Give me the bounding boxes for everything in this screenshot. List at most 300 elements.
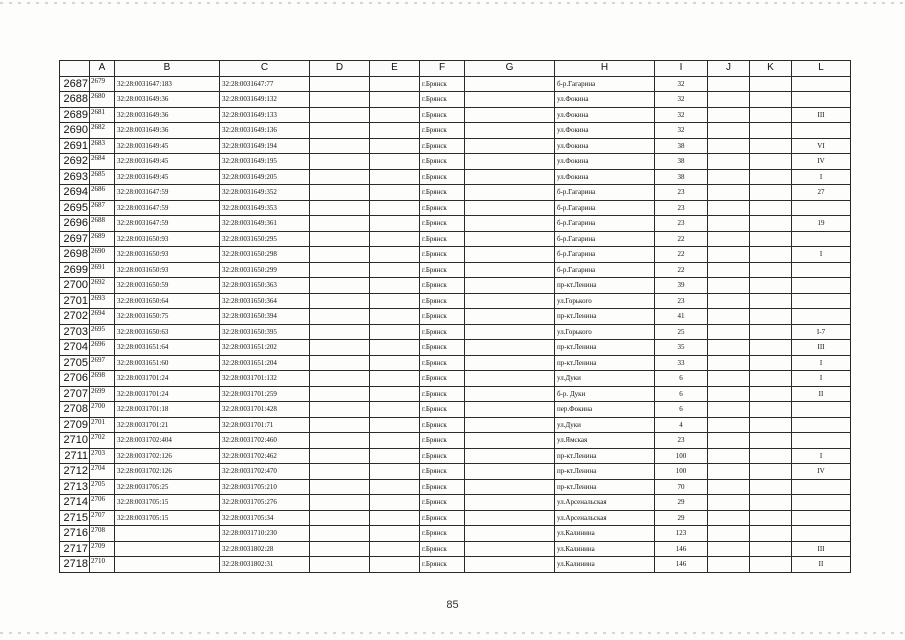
- cell-d: [310, 200, 370, 216]
- cell-l: [792, 510, 851, 526]
- cell-a: 2683: [90, 138, 115, 154]
- cell-a: 2699: [90, 386, 115, 402]
- cell-c: 32:28:0031649:133: [220, 107, 310, 123]
- cell-a: 2691: [90, 262, 115, 278]
- cell-e: [370, 293, 420, 309]
- row-number: 2709: [60, 417, 90, 433]
- cell-d: [310, 433, 370, 449]
- table-row: [60, 495, 851, 511]
- cell-k: [750, 402, 792, 418]
- row-number: 2710: [60, 433, 90, 449]
- cell-k: [750, 293, 792, 309]
- row-number: 2692: [60, 154, 90, 170]
- cell-g: [465, 541, 555, 557]
- cell-d: [310, 541, 370, 557]
- cell-c: 32:28:0031702:460: [220, 433, 310, 449]
- cell-c: 32:28:0031802:28: [220, 541, 310, 557]
- cell-i: 22: [655, 262, 708, 278]
- cell-j: [708, 185, 750, 201]
- cell-b: 32:28:0031702:126: [115, 464, 220, 480]
- cell-a: 2682: [90, 123, 115, 139]
- row-number: 2703: [60, 324, 90, 340]
- cell-b: 32:28:0031701:21: [115, 417, 220, 433]
- cell-c: 32:28:0031650:295: [220, 231, 310, 247]
- cell-f: г.Брянск: [420, 278, 465, 294]
- cell-f: г.Брянск: [420, 123, 465, 139]
- cell-h: б-р.Гагарина: [555, 262, 655, 278]
- cell-c: 32:28:0031802:31: [220, 557, 310, 573]
- cell-j: [708, 464, 750, 480]
- cell-i: 23: [655, 216, 708, 232]
- cell-d: [310, 107, 370, 123]
- cell-e: [370, 324, 420, 340]
- cell-h: ул.Дуки: [555, 417, 655, 433]
- cell-g: [465, 231, 555, 247]
- cell-k: [750, 107, 792, 123]
- cell-c: 32:28:0031650:395: [220, 324, 310, 340]
- cell-e: [370, 107, 420, 123]
- cell-e: [370, 200, 420, 216]
- cell-h: ул.Фокина: [555, 169, 655, 185]
- cell-l: [792, 200, 851, 216]
- cell-c: 32:28:0031701:132: [220, 371, 310, 387]
- cell-b: 32:28:0031702:126: [115, 448, 220, 464]
- cell-e: [370, 355, 420, 371]
- cell-k: [750, 216, 792, 232]
- column-header-d: D: [310, 61, 370, 77]
- cell-f: г.Брянск: [420, 510, 465, 526]
- cell-l: [792, 123, 851, 139]
- cell-k: [750, 123, 792, 139]
- table-row: [60, 433, 851, 449]
- cell-d: [310, 479, 370, 495]
- cell-i: 6: [655, 386, 708, 402]
- column-header-l: L: [792, 61, 851, 77]
- cell-k: [750, 386, 792, 402]
- cell-j: [708, 76, 750, 92]
- cell-f: г.Брянск: [420, 526, 465, 542]
- cell-j: [708, 262, 750, 278]
- cell-d: [310, 278, 370, 294]
- cell-b: 32:28:0031651:60: [115, 355, 220, 371]
- cell-f: г.Брянск: [420, 293, 465, 309]
- table-row: [60, 216, 851, 232]
- cell-g: [465, 293, 555, 309]
- cell-g: [465, 510, 555, 526]
- cell-b: 32:28:0031701:18: [115, 402, 220, 418]
- cell-g: [465, 355, 555, 371]
- cell-e: [370, 417, 420, 433]
- cell-d: [310, 526, 370, 542]
- cell-l: I: [792, 371, 851, 387]
- cell-k: [750, 76, 792, 92]
- cell-f: г.Брянск: [420, 138, 465, 154]
- cell-b: 32:28:0031705:15: [115, 495, 220, 511]
- row-number: 2705: [60, 355, 90, 371]
- cell-l: [792, 76, 851, 92]
- cell-b: 32:28:0031650:75: [115, 309, 220, 325]
- table-row: [60, 324, 851, 340]
- cell-f: г.Брянск: [420, 402, 465, 418]
- cell-g: [465, 262, 555, 278]
- cell-a: 2696: [90, 340, 115, 356]
- corner-header: [60, 61, 90, 77]
- cell-a: 2698: [90, 371, 115, 387]
- cell-a: 2689: [90, 231, 115, 247]
- cell-a: 2690: [90, 247, 115, 263]
- cell-g: [465, 417, 555, 433]
- cell-g: [465, 200, 555, 216]
- cell-d: [310, 76, 370, 92]
- cell-k: [750, 185, 792, 201]
- cell-i: 41: [655, 309, 708, 325]
- cell-f: г.Брянск: [420, 324, 465, 340]
- cell-h: ул.Калинина: [555, 541, 655, 557]
- row-number: 2699: [60, 262, 90, 278]
- table-row: [60, 541, 851, 557]
- row-number: 2688: [60, 92, 90, 108]
- table-row: [60, 510, 851, 526]
- cell-i: 146: [655, 541, 708, 557]
- table-row: [60, 417, 851, 433]
- cell-f: г.Брянск: [420, 107, 465, 123]
- cell-c: 32:28:0031650:363: [220, 278, 310, 294]
- cell-g: [465, 402, 555, 418]
- cell-h: ул.Горького: [555, 324, 655, 340]
- cell-j: [708, 433, 750, 449]
- cell-f: г.Брянск: [420, 464, 465, 480]
- cell-e: [370, 278, 420, 294]
- cell-f: г.Брянск: [420, 216, 465, 232]
- cell-e: [370, 526, 420, 542]
- cell-e: [370, 185, 420, 201]
- cell-k: [750, 262, 792, 278]
- column-header-b: B: [115, 61, 220, 77]
- cell-g: [465, 107, 555, 123]
- table-row: [60, 402, 851, 418]
- cell-a: 2692: [90, 278, 115, 294]
- cell-k: [750, 247, 792, 263]
- cell-k: [750, 169, 792, 185]
- table-row: [60, 169, 851, 185]
- cell-j: [708, 247, 750, 263]
- cell-j: [708, 293, 750, 309]
- table-row: [60, 293, 851, 309]
- cell-k: [750, 448, 792, 464]
- cell-l: I: [792, 247, 851, 263]
- cell-d: [310, 309, 370, 325]
- cell-k: [750, 340, 792, 356]
- cell-c: 32:28:0031651:202: [220, 340, 310, 356]
- column-header-c: C: [220, 61, 310, 77]
- cell-h: ул.Фокина: [555, 138, 655, 154]
- cell-e: [370, 541, 420, 557]
- cell-i: 123: [655, 526, 708, 542]
- cell-c: 32:28:0031650:364: [220, 293, 310, 309]
- cell-a: 2685: [90, 169, 115, 185]
- cell-j: [708, 417, 750, 433]
- cell-j: [708, 92, 750, 108]
- row-number: 2694: [60, 185, 90, 201]
- row-number: 2711: [60, 448, 90, 464]
- row-number: 2706: [60, 371, 90, 387]
- cell-b: 32:28:0031650:93: [115, 262, 220, 278]
- cell-f: г.Брянск: [420, 433, 465, 449]
- column-header-f: F: [420, 61, 465, 77]
- cell-a: 2709: [90, 541, 115, 557]
- cell-k: [750, 200, 792, 216]
- cell-c: 32:28:0031649:353: [220, 200, 310, 216]
- cell-l: I: [792, 448, 851, 464]
- cell-b: 32:28:0031649:36: [115, 123, 220, 139]
- row-number: 2714: [60, 495, 90, 511]
- cell-g: [465, 123, 555, 139]
- cell-h: пр-кт.Ленина: [555, 278, 655, 294]
- cell-e: [370, 169, 420, 185]
- cell-a: 2697: [90, 355, 115, 371]
- column-header-row: [60, 61, 851, 77]
- cell-j: [708, 541, 750, 557]
- cell-i: 22: [655, 247, 708, 263]
- cell-j: [708, 495, 750, 511]
- cell-c: 32:28:0031701:71: [220, 417, 310, 433]
- cell-f: г.Брянск: [420, 386, 465, 402]
- table-body: [60, 76, 851, 572]
- cell-j: [708, 324, 750, 340]
- cell-i: 29: [655, 510, 708, 526]
- column-header-g: G: [465, 61, 555, 77]
- cell-g: [465, 138, 555, 154]
- column-header-a: A: [90, 61, 115, 77]
- cell-c: 32:28:0031649:205: [220, 169, 310, 185]
- cell-d: [310, 557, 370, 573]
- row-number: 2701: [60, 293, 90, 309]
- cell-a: 2688: [90, 216, 115, 232]
- cell-e: [370, 386, 420, 402]
- cell-c: 32:28:0031701:259: [220, 386, 310, 402]
- cell-k: [750, 371, 792, 387]
- cell-d: [310, 154, 370, 170]
- cell-g: [465, 448, 555, 464]
- cell-g: [465, 76, 555, 92]
- cell-i: 23: [655, 293, 708, 309]
- row-number: 2693: [60, 169, 90, 185]
- cell-l: 19: [792, 216, 851, 232]
- cell-h: ул.Дуки: [555, 371, 655, 387]
- scan-noise-bottom: [0, 632, 905, 634]
- row-number: 2700: [60, 278, 90, 294]
- row-number: 2716: [60, 526, 90, 542]
- cell-j: [708, 510, 750, 526]
- column-header-i: I: [655, 61, 708, 77]
- cell-k: [750, 495, 792, 511]
- cell-g: [465, 154, 555, 170]
- row-number: 2708: [60, 402, 90, 418]
- cell-i: 38: [655, 138, 708, 154]
- cell-l: III: [792, 107, 851, 123]
- cell-d: [310, 340, 370, 356]
- cell-c: 32:28:0031710:230: [220, 526, 310, 542]
- cell-g: [465, 216, 555, 232]
- cell-h: б-р.Гагарина: [555, 185, 655, 201]
- cell-l: IV: [792, 154, 851, 170]
- cell-f: г.Брянск: [420, 185, 465, 201]
- cell-d: [310, 247, 370, 263]
- cell-i: 32: [655, 76, 708, 92]
- cell-b: 32:28:0031650:63: [115, 324, 220, 340]
- cell-k: [750, 309, 792, 325]
- cell-h: ул.Фокина: [555, 107, 655, 123]
- cell-j: [708, 138, 750, 154]
- row-number: 2687: [60, 76, 90, 92]
- cell-k: [750, 231, 792, 247]
- cell-a: 2687: [90, 200, 115, 216]
- cell-h: б-р.Гагарина: [555, 76, 655, 92]
- cell-l: [792, 495, 851, 511]
- table-row: [60, 309, 851, 325]
- cell-e: [370, 433, 420, 449]
- cell-d: [310, 371, 370, 387]
- cell-b: [115, 526, 220, 542]
- cell-h: ул.Калинина: [555, 557, 655, 573]
- cell-k: [750, 557, 792, 573]
- cell-i: 32: [655, 123, 708, 139]
- cell-e: [370, 154, 420, 170]
- cell-b: [115, 541, 220, 557]
- cell-e: [370, 231, 420, 247]
- cell-g: [465, 526, 555, 542]
- cell-f: г.Брянск: [420, 479, 465, 495]
- cell-i: 146: [655, 557, 708, 573]
- cell-d: [310, 231, 370, 247]
- cell-h: ул.Фокина: [555, 123, 655, 139]
- table-row: [60, 464, 851, 480]
- cell-h: пр-кт.Ленина: [555, 479, 655, 495]
- cell-b: 32:28:0031647:59: [115, 216, 220, 232]
- cell-h: пер.Фокина: [555, 402, 655, 418]
- cell-f: г.Брянск: [420, 154, 465, 170]
- cell-k: [750, 526, 792, 542]
- cell-a: 2679: [90, 76, 115, 92]
- cell-g: [465, 479, 555, 495]
- cell-j: [708, 355, 750, 371]
- table-row: [60, 278, 851, 294]
- cell-a: 2710: [90, 557, 115, 573]
- table-row: [60, 340, 851, 356]
- scan-noise-top: [0, 2, 905, 4]
- cell-b: [115, 557, 220, 573]
- cell-a: 2707: [90, 510, 115, 526]
- cell-e: [370, 216, 420, 232]
- cell-f: г.Брянск: [420, 200, 465, 216]
- cell-e: [370, 76, 420, 92]
- cell-c: 32:28:0031649:352: [220, 185, 310, 201]
- cell-j: [708, 200, 750, 216]
- row-number: 2698: [60, 247, 90, 263]
- cell-j: [708, 216, 750, 232]
- cell-g: [465, 464, 555, 480]
- cell-b: 32:28:0031649:36: [115, 92, 220, 108]
- cell-i: 29: [655, 495, 708, 511]
- cell-i: 100: [655, 464, 708, 480]
- cell-h: б-р.Гагарина: [555, 231, 655, 247]
- cell-b: 32:28:0031651:64: [115, 340, 220, 356]
- cell-e: [370, 92, 420, 108]
- cell-k: [750, 278, 792, 294]
- cell-i: 38: [655, 169, 708, 185]
- table-row: [60, 262, 851, 278]
- cell-l: [792, 402, 851, 418]
- cell-k: [750, 324, 792, 340]
- cell-d: [310, 464, 370, 480]
- cell-l: I: [792, 169, 851, 185]
- cell-k: [750, 138, 792, 154]
- cell-l: VI: [792, 138, 851, 154]
- cell-a: 2708: [90, 526, 115, 542]
- row-number: 2695: [60, 200, 90, 216]
- row-number: 2704: [60, 340, 90, 356]
- cell-d: [310, 92, 370, 108]
- cell-f: г.Брянск: [420, 262, 465, 278]
- column-header-e: E: [370, 61, 420, 77]
- cell-l: [792, 433, 851, 449]
- cell-h: б-р.Гагарина: [555, 216, 655, 232]
- cell-i: 23: [655, 185, 708, 201]
- cell-i: 32: [655, 92, 708, 108]
- cell-b: 32:28:0031647:59: [115, 185, 220, 201]
- cell-k: [750, 355, 792, 371]
- cell-l: [792, 293, 851, 309]
- table-row: [60, 92, 851, 108]
- cell-i: 6: [655, 371, 708, 387]
- cell-h: ул.Фокина: [555, 154, 655, 170]
- cell-k: [750, 154, 792, 170]
- cell-b: 32:28:0031650:64: [115, 293, 220, 309]
- cell-j: [708, 169, 750, 185]
- cell-l: II: [792, 386, 851, 402]
- cell-j: [708, 340, 750, 356]
- cell-i: 6: [655, 402, 708, 418]
- cell-d: [310, 386, 370, 402]
- table-row: [60, 107, 851, 123]
- cell-j: [708, 231, 750, 247]
- cell-c: 32:28:0031705:276: [220, 495, 310, 511]
- cell-c: 32:28:0031701:428: [220, 402, 310, 418]
- cell-j: [708, 371, 750, 387]
- table-row: [60, 386, 851, 402]
- table-row: [60, 154, 851, 170]
- cell-b: 32:28:0031705:25: [115, 479, 220, 495]
- row-number: 2702: [60, 309, 90, 325]
- cell-h: б-р.Гагарина: [555, 200, 655, 216]
- cell-b: 32:28:0031649:45: [115, 138, 220, 154]
- cell-a: 2706: [90, 495, 115, 511]
- cell-h: пр-кт.Ленина: [555, 464, 655, 480]
- cell-e: [370, 309, 420, 325]
- cell-i: 23: [655, 200, 708, 216]
- cell-c: 32:28:0031649:195: [220, 154, 310, 170]
- cell-l: [792, 278, 851, 294]
- cell-f: г.Брянск: [420, 92, 465, 108]
- table-row: [60, 479, 851, 495]
- cell-a: 2694: [90, 309, 115, 325]
- cell-e: [370, 479, 420, 495]
- cell-d: [310, 138, 370, 154]
- cell-g: [465, 324, 555, 340]
- cell-e: [370, 123, 420, 139]
- cell-a: 2684: [90, 154, 115, 170]
- cell-d: [310, 448, 370, 464]
